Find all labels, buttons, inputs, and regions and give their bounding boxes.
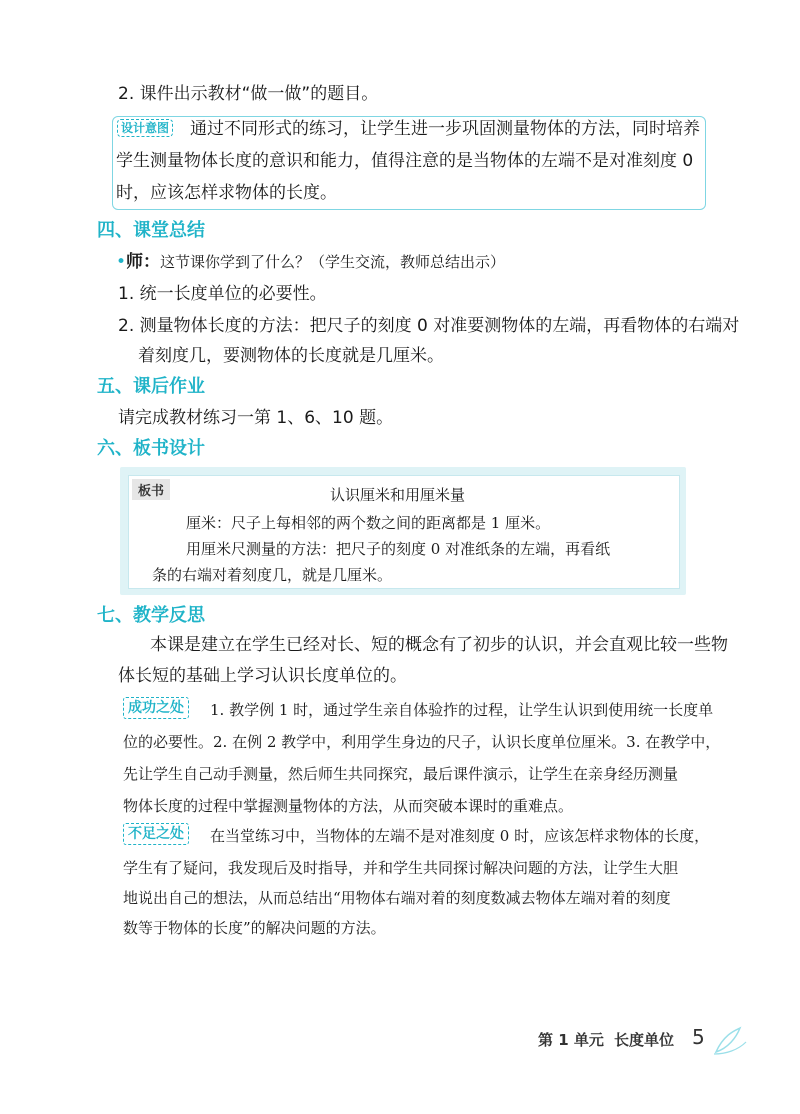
design-line-1: 通过不同形式的练习，让学生进一步巩固测量物体的方法，同时培养 bbox=[190, 119, 700, 139]
teacher-line bbox=[116, 250, 505, 274]
summary-item-2-line-2: 着刻度几，要测物体的长度就是几厘米。 bbox=[138, 346, 444, 366]
footer-unit: 第 1 单元 bbox=[538, 1031, 604, 1049]
design-line-2: 学生测量物体长度的意识和能力，值得注意的是当物体的左端不是对准刻度 0 bbox=[116, 151, 694, 171]
item-2-text: 2. 课件出示教材“做一做”的题目。 bbox=[118, 84, 379, 104]
board-line-3: 条的右端对着刻度几，就是几厘米。 bbox=[152, 566, 393, 584]
reflection-intro-line-2: 体长短的基础上学习认识长度单位的。 bbox=[118, 666, 407, 686]
teacher-label: 师： bbox=[126, 252, 161, 272]
summary-item-2-line-1: 2. 测量物体长度的方法：把尺子的刻度 0 对准要测物体的左端，再看物体的右端对 bbox=[118, 316, 740, 336]
board-line-1: 厘米：尺子上每相邻的两个数之间的距离都是 1 厘米。 bbox=[186, 514, 551, 532]
section-6-heading: 六、板书设计 bbox=[97, 438, 205, 459]
lack-tag bbox=[123, 823, 189, 845]
design-intent-label: 设计意图 bbox=[117, 119, 173, 137]
board-line-2: 用厘米尺测量的方法：把尺子的刻度 0 对准纸条的左端，再看纸 bbox=[186, 540, 611, 558]
footer-title: 长度单位 bbox=[614, 1031, 675, 1049]
homework-text: 请完成教材练习一第 1、6、10 题。 bbox=[118, 408, 394, 428]
lack-line-3: 地说出自己的想法，从而总结出“用物体右端对着的刻度数减去物体左端对着的刻度 bbox=[123, 889, 671, 907]
leaf-ornament-icon bbox=[710, 1024, 750, 1058]
lack-line-4: 数等于物体的长度”的解决问题的方法。 bbox=[123, 919, 386, 937]
page-number: 5 bbox=[692, 1025, 705, 1049]
teacher-text: 这节课你学到了什么？（学生交流，教师总结出示） bbox=[160, 253, 506, 271]
lack-line-2: 学生有了疑问，我发现后及时指导，并和学生共同探讨解决问题的方法，让学生大胆 bbox=[123, 859, 679, 877]
design-line-3: 时，应该怎样求物体的长度。 bbox=[116, 183, 337, 203]
success-line-3: 先让学生自己动手测量，然后师生共同探究，最后课件演示，让学生在亲身经历测量 bbox=[123, 765, 679, 783]
section-4-heading: 四、课堂总结 bbox=[97, 220, 205, 241]
success-label: 成功之处 bbox=[123, 697, 189, 719]
summary-item-1: 1. 统一长度单位的必要性。 bbox=[118, 284, 327, 304]
section-5-heading: 五、课后作业 bbox=[97, 376, 205, 397]
lack-label: 不足之处 bbox=[123, 823, 189, 845]
section-7-heading: 七、教学反思 bbox=[97, 605, 205, 626]
bullet-icon: • bbox=[116, 252, 127, 272]
success-tag bbox=[123, 697, 189, 719]
board-tag: 板书 bbox=[132, 479, 170, 500]
success-line-1: 1. 教学例 1 时，通过学生亲自体验拃的过程，让学生认识到使用统一长度单 bbox=[210, 701, 714, 719]
lack-line-1: 在当堂练习中，当物体的左端不是对准刻度 0 时，应该怎样求物体的长度， bbox=[210, 827, 710, 845]
success-line-4: 物体长度的过程中掌握测量物体的方法，从而突破本课时的重难点。 bbox=[123, 797, 574, 815]
success-line-2: 位的必要性。2. 在例 2 教学中，利用学生身边的尺子，认识长度单位厘米。3. 在教学中， bbox=[123, 733, 721, 751]
board-title: 认识厘米和用厘米量 bbox=[330, 486, 466, 504]
design-intent-tag bbox=[117, 117, 173, 137]
reflection-intro-line-1: 本课是建立在学生已经对长、短的概念有了初步的认识，并会直观比较一些物 bbox=[150, 635, 728, 655]
